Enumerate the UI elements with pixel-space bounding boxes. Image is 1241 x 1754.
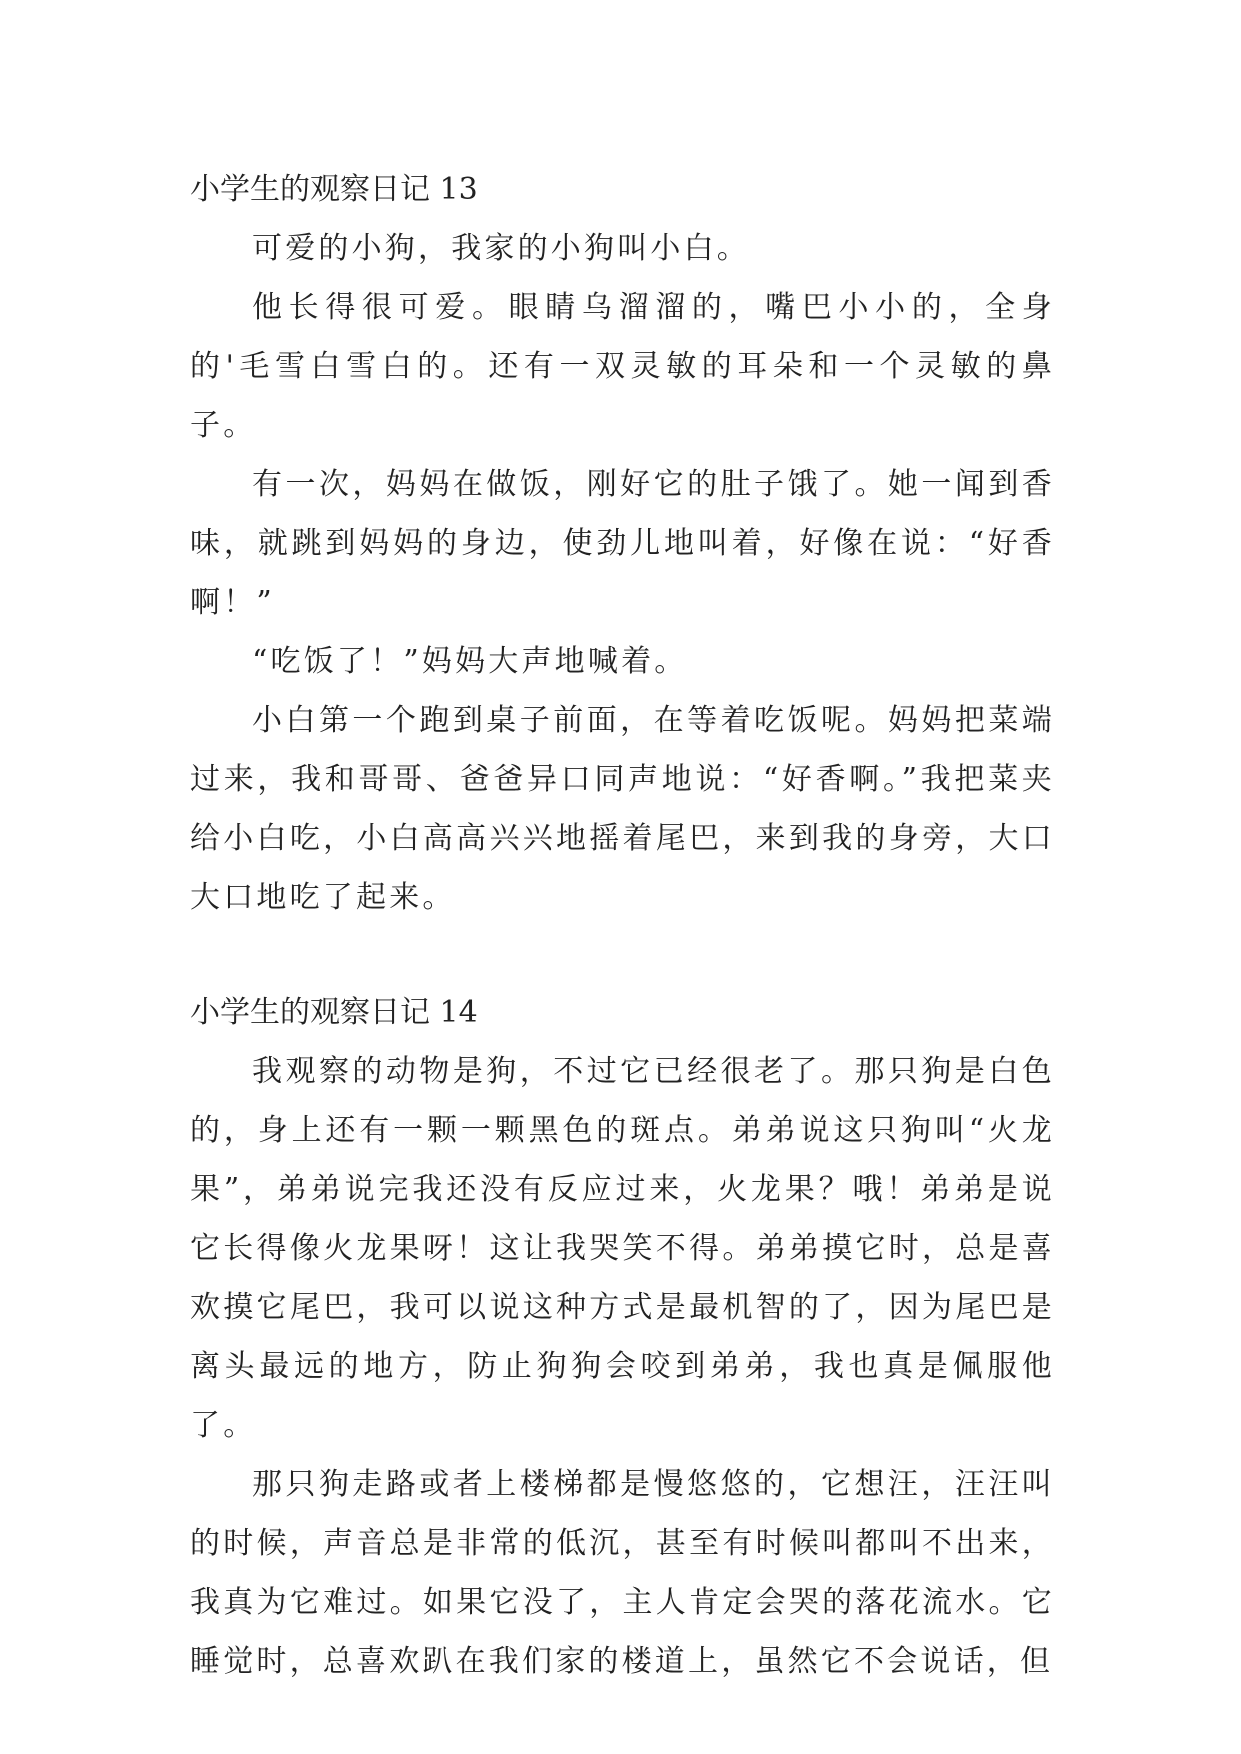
paragraph: “吃饭了！”妈妈大声地喊着。 <box>252 644 688 679</box>
paragraph: 我观察的动物是狗，不过它已经很老了。那只狗是白色的，身上还有一颗一颗黑色的斑点。弟弟说这只狗叫“火龙果”，弟弟说完我还没有反应过来，火龙果？哦！弟弟是说它长得像火龙果呀！这让我哭笑不得。弟弟摸它时，总是喜欢摸它尾巴，我可以说这种方式是最机智的了，因为尾巴是离头最远的地方，防止狗狗会咬到弟弟，我也真是佩服他了。 <box>190 1054 1055 1443</box>
paragraph: 小白第一个跑到桌子前面，在等着吃饭呢。妈妈把菜端过来，我和哥哥、爸爸异口同声地说：“好香啊。”我把菜夹给小白吃，小白高高兴兴地摇着尾巴，来到我的身旁，大口大口地吃了起来。 <box>190 703 1055 915</box>
paragraph: 那只狗走路或者上楼梯都是慢悠悠的，它想汪，汪汪叫的时候，声音总是非常的低沉，甚至有时候叫都叫不出来，我真为它难过。如果它没了，主人肯定会哭的落花流水。它睡觉时，总喜欢趴在我们家的楼道上，虽然它不会说话，但 <box>190 1467 1055 1679</box>
section-heading: 小学生的观察日记 13 <box>190 172 478 207</box>
paragraph: 有一次，妈妈在做饭，刚好它的肚子饿了。她一闻到香味，就跳到妈妈的身边，使劲儿地叫着，好像在说：“好香啊！” <box>190 467 1055 620</box>
document-body <box>190 160 1055 1691</box>
paragraph: 他长得很可爱。眼睛乌溜溜的，嘴巴小小的，全身的'毛雪白雪白的。还有一双灵敏的耳朵和一个灵敏的鼻子。 <box>190 290 1055 443</box>
paragraph: 可爱的小狗，我家的小狗叫小白。 <box>252 231 750 266</box>
section-heading: 小学生的观察日记 14 <box>190 995 478 1030</box>
